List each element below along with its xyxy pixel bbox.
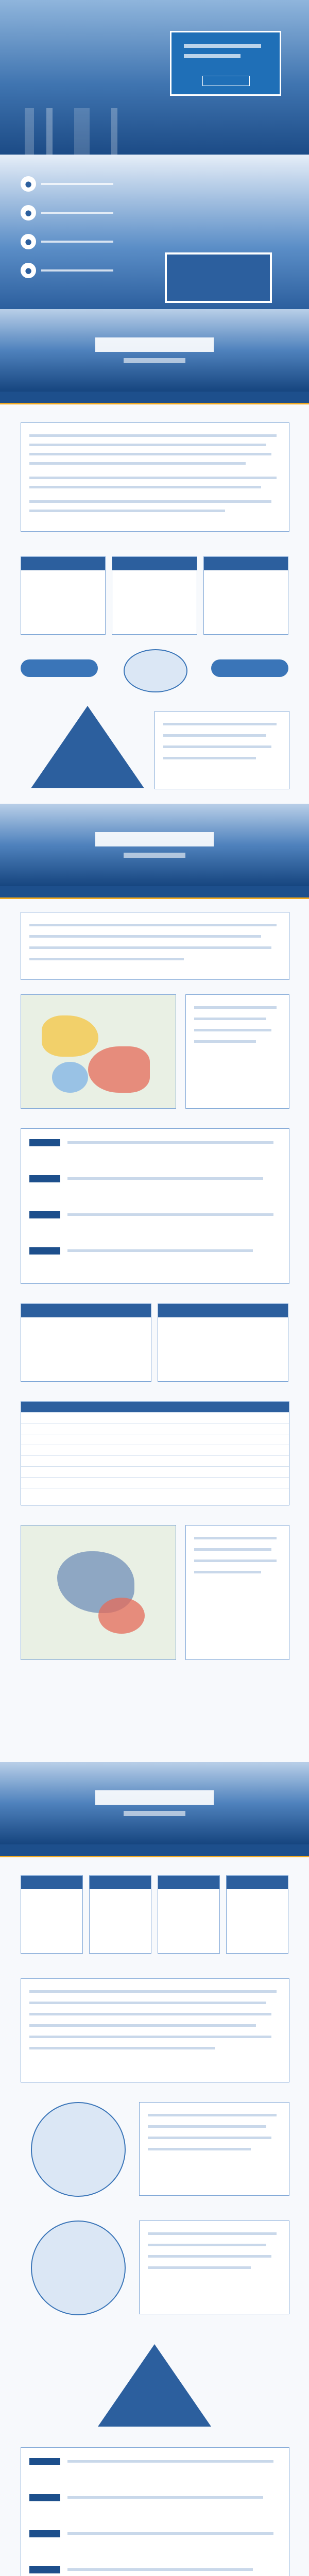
part-2-content [0,886,309,1762]
cover [0,0,309,155]
numbered-list [21,1128,289,1284]
card [21,1303,151,1382]
part-3-content [0,1844,309,2576]
contents-item-label [41,269,113,272]
card [158,1303,288,1382]
card-row [21,1303,288,1382]
cover-title [184,44,261,48]
contents-item [21,204,124,222]
bullet-icon: ● [21,263,36,278]
contents-item [21,262,124,279]
part-divider [0,804,309,886]
cover-title-panel [170,31,281,96]
cover-skyline-image [0,108,309,155]
section-header-bar [0,1844,309,1857]
card [203,556,288,635]
part-number [95,832,214,846]
card [21,1875,83,1954]
contents-item-label [41,183,113,185]
part-number [95,1790,214,1805]
bullet-icon: ● [21,205,36,221]
part-number [95,337,214,352]
part-1-content [0,392,309,804]
text-panel [21,912,289,980]
text-panel [154,711,289,789]
text-panel [21,422,289,532]
part-divider [0,1762,309,1844]
flow-node [21,659,98,677]
diagram-pyramid [31,706,144,788]
card-row [21,556,288,635]
text-panel [185,1525,289,1660]
diagram-ring [31,2221,126,2315]
text-panel [139,2102,289,2196]
bullet-icon: ● [21,234,36,249]
card [89,1875,151,1954]
text-panel [21,1978,289,2082]
contents-item [21,233,124,250]
cover-period [202,76,250,86]
region-map [21,1525,176,1660]
cover-subtitle [184,54,241,58]
section-header-bar [0,886,309,899]
diagram-ring [31,2102,126,2197]
card-row [21,1875,288,1954]
contents-item-label [41,241,113,243]
region-map [21,994,176,1109]
text-panel [139,2221,289,2314]
diagram-pyramid [98,2344,211,2427]
bullet-icon: ● [21,176,36,192]
card [158,1875,220,1954]
section-header-bar [0,392,309,404]
card [226,1875,288,1954]
card [112,556,197,635]
map-legend [185,994,289,1109]
numbered-list [21,2447,289,2576]
part-divider [0,309,309,392]
flow-node [211,659,288,677]
part-title [124,853,185,858]
part-title [124,1811,185,1816]
contents-item [21,175,124,193]
contents-heading-box [165,252,272,303]
data-table [21,1401,289,1505]
flow-hub [124,649,187,692]
card [21,556,106,635]
contents-item-label [41,212,113,214]
part-title [124,358,185,363]
contents-page [0,155,309,309]
